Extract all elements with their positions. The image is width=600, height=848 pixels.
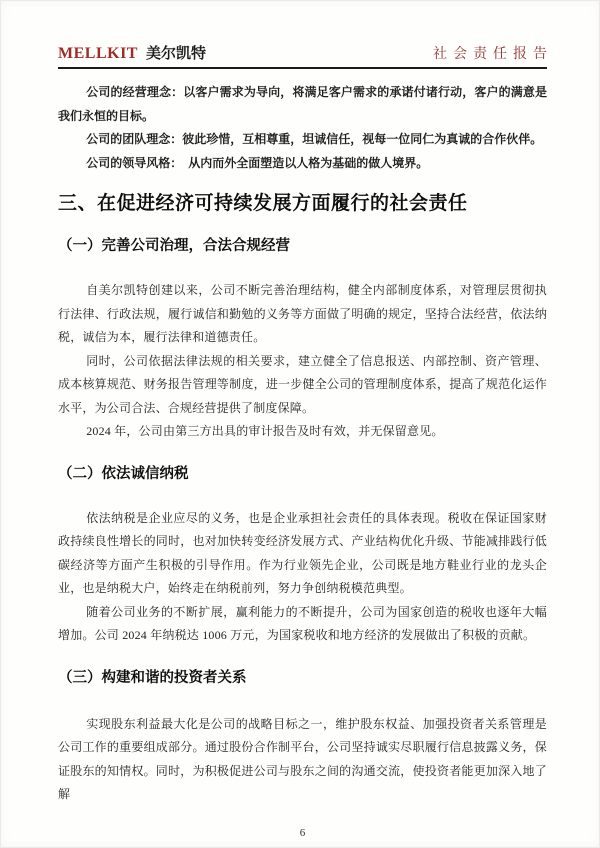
philosophy-team-label: 公司的团队理念：	[86, 132, 183, 146]
subsection-heading-tax: （二）依法诚信纳税	[58, 465, 189, 482]
tax-paragraph-2: 随着公司业务的不断扩展，赢利能力的不断提升，公司为国家创造的税收也逐年大幅增加。公司 2024 年纳税达 1006 万元，为国家税收和地方经济的发展做出了积极的贡献。	[58, 604, 547, 642]
investors-paragraphs	[58, 713, 547, 807]
philosophy-leadership	[58, 152, 547, 176]
tax-paragraph-1: 依法纳税是企业应尽的义务，也是企业承担社会责任的具体表现。税收在保证国家财政持续良性增长的同时，也对加快转变经济发展方式、产业结构优化升级、节能减排践行低碳经济等方面产生积极的引导作用。作为行业领先企业，公司既是地方鞋业行业的龙头企业，也是纳税大户，始终走在纳税前列，努力争创纳税模范典型。	[58, 510, 547, 595]
page-number: 6	[299, 826, 306, 839]
subsection-heading-investors: （三）构建和谐的投资者关系	[58, 669, 247, 686]
brand-name-en: MELLKIT	[58, 45, 138, 62]
governance-paragraph-3: 2024 年，公司由第三方出具的审计报告及时有效，并无保留意见。	[86, 424, 444, 438]
governance-paragraphs	[58, 279, 547, 444]
brand-name-cn: 美尔凯特	[145, 46, 206, 62]
philosophy-team	[58, 128, 547, 152]
philosophy-business	[58, 81, 547, 128]
philosophy-leadership-text: 从内而外全面塑造以人格为基础的做人境界。	[176, 155, 429, 170]
document-title: 社会责任报告	[433, 47, 553, 62]
tax-paragraphs	[58, 507, 547, 648]
philosophy-team-text: 彼此珍惜，互相尊重，坦诚信任，视每一位同仁为真诚的合作伙伴。	[182, 132, 543, 146]
governance-paragraph-1: 自美尔凯特创建以来，公司不断完善治理结构，健全内部制度体系，对管理层贯彻执行法律、行政法规，履行诚信和勤勉的义务等方面做了明确的规定，坚持合法经营，依法纳税，诚信为本，履行法律和道德责任。	[58, 283, 547, 344]
philosophy-business-label: 公司的经营理念：	[86, 85, 184, 99]
governance-paragraph-2: 同时，公司依据法律法规的相关要求，建立健全了信息报送、内部控制、资产管理、成本核算规范、财务报告管理等制度，进一步健全公司的管理制度体系，提高了规范化运作水平，为公司合法、合规经营提供了制度保障。	[58, 353, 547, 415]
section-heading: 三、在促进经济可持续发展方面履行的社会责任	[58, 193, 468, 214]
philosophy-leadership-label: 公司的领导风格：	[86, 155, 177, 170]
subsection-heading-governance: （一）完善公司治理，合法合规经营	[58, 238, 290, 254]
page-header	[58, 42, 553, 69]
company-philosophy-block	[58, 81, 547, 175]
investors-paragraph-1: 实现股东利益最大化是公司的战略目标之一，维护股东权益、加强投资者关系管理是公司工作的重要组成部分。通过股份合作制平台，公司坚持诚实尽职履行信息披露义务，保证股东的知情权。同时，为积极促进公司与股东之间的沟通交流，使投资者能更加深入地了解	[58, 716, 547, 801]
philosophy-business-text: 以客户需求为导向，将满足客户需求的承诺付诸行动，客户的满意是我们永恒的目标。	[58, 85, 547, 123]
brand-logo	[58, 42, 206, 63]
